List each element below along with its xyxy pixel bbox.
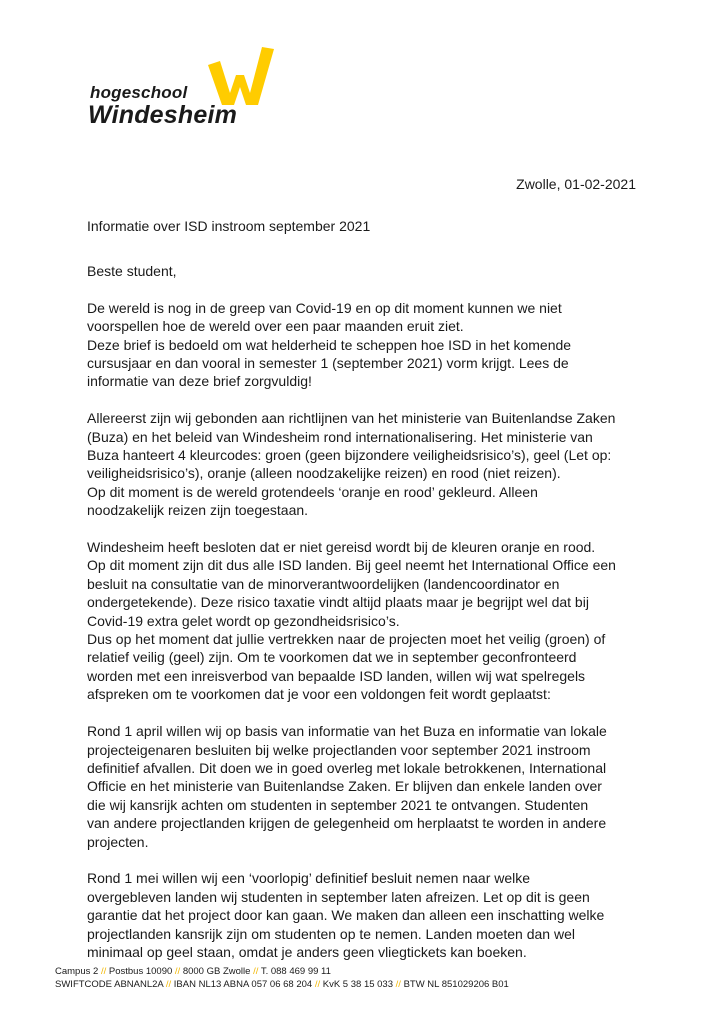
text-line: projecteigenaren besluiten bij welke projectlanden voor september 2021 instroom <box>87 741 591 758</box>
footer-separator: // <box>174 966 181 977</box>
footer-campus: Campus 2 <box>55 966 99 977</box>
paragraph-travel-policy <box>87 538 647 704</box>
salutation: Beste student, <box>87 263 177 279</box>
windesheim-logo <box>88 45 278 135</box>
text-line: die wij kansrijk achten om studenten in september 2021 te ontvangen. Studenten <box>87 796 589 813</box>
text-line: Rond 1 april willen wij op basis van informatie van het Buza en informatie van lokale <box>87 723 607 740</box>
letter-footer <box>55 966 509 991</box>
footer-bank-line <box>55 979 509 992</box>
footer-separator: // <box>100 966 107 977</box>
footer-phone: T. 088 469 99 11 <box>260 966 331 977</box>
windesheim-w-icon <box>206 45 276 107</box>
text-line: Covid-19 extra gelet wordt op gezondheidsrisico’s. <box>87 612 400 629</box>
paragraph-buza-colorcodes <box>87 409 647 519</box>
letter-subject: Informatie over ISD instroom september 2021 <box>87 218 371 234</box>
text-line: informatie van deze brief zorgvuldig! <box>87 373 312 390</box>
footer-separator: // <box>253 966 259 977</box>
paragraph-april-decision <box>87 722 647 851</box>
text-line: cursusjaar en dan vooral in semester 1 (september 2021) vorm krijgt. Lees de <box>87 355 569 372</box>
text-line: projecten. <box>87 833 149 850</box>
logo-text-windesheim: Windesheim <box>88 101 238 129</box>
text-line: Rond 1 mei willen wij een ‘voorlopig’ definitief besluit nemen naar welke <box>87 870 531 887</box>
footer-btw: BTW NL 851029206 B01 <box>403 978 509 990</box>
footer-kvk: KvK 5 38 15 033 <box>322 978 393 990</box>
footer-separator: // <box>165 978 172 990</box>
text-line: van andere projectlanden krijgen de gelegenheid om herplaatst te worden in andere <box>87 815 607 832</box>
letter-date: Zwolle, 01-02-2021 <box>516 176 636 192</box>
text-line: garantie dat het project door kan gaan. We maken dan alleen een inschatting welke <box>87 907 605 924</box>
footer-separator: // <box>314 978 321 990</box>
logo-text-hogeschool: hogeschool <box>90 83 188 102</box>
text-line: Deze brief is bedoeld om wat helderheid te scheppen hoe ISD in het komende <box>87 336 572 353</box>
text-line: Buza hanteert 4 kleurcodes: groen (geen bijzondere veiligheidsrisico’s), geel (Let op: <box>87 447 612 464</box>
text-line: definitief afvallen. Dit doen we in goed overleg met lokale betrokkenen, International <box>87 759 607 776</box>
letter-body <box>87 262 647 980</box>
text-line: Allereerst zijn wij gebonden aan richtlijnen van het ministerie van Buitenlandse Zaken <box>87 410 616 427</box>
text-line: relatief veilig (geel) zijn. Om te voorkomen dat we in september geconfronteerd <box>87 649 577 666</box>
text-line: Dus op het moment dat jullie vertrekken naar de projecten moet het veilig (groen) of <box>87 631 606 648</box>
text-line: Op dit moment zijn dit dus alle ISD landen. Bij geel neemt het International Office een <box>87 557 616 574</box>
text-line: voorspellen hoe de wereld over een paar maanden eruit ziet. <box>87 318 464 335</box>
text-line: afspreken om te voorkomen dat je voor een voldongen feit wordt geplaatst: <box>87 686 551 703</box>
text-line: Op dit moment is de wereld grotendeels ‘oranje en rood’ gekleurd. Alleen <box>87 483 538 500</box>
paragraph-may-decision <box>87 869 647 961</box>
footer-iban: IBAN NL13 ABNA 057 06 68 204 <box>173 978 313 990</box>
text-line: overgebleven landen wij studenten in september laten afreizen. Let op dit is geen <box>87 888 590 905</box>
footer-separator: // <box>395 978 401 990</box>
text-line: veiligheidsrisico’s), oranje (alleen noodzakelijke reizen) en rood (niet reizen). <box>87 465 561 482</box>
text-line: worden met een inreisverbod van bepaalde ISD landen, willen wij wat spelregels <box>87 667 586 684</box>
text-line: besluit na consultatie van de minorverantwoordelijken (landencoordinator en <box>87 575 560 592</box>
text-line: ondergetekende). Deze risico taxatie vindt altijd plaats maar je begrijpt wel dat bij <box>87 594 589 611</box>
text-line: noodzakelijk reizen zijn toegestaan. <box>87 502 309 519</box>
footer-postcode-city: 8000 GB Zwolle <box>182 966 251 977</box>
text-line: minimaal op geel staan, omdat je anders geen vliegtickets kan boeken. <box>87 943 527 960</box>
paragraph-covid-intro <box>87 299 647 391</box>
text-line: Windesheim heeft besloten dat er niet gereisd wordt bij de kleuren oranje en rood. <box>87 539 596 556</box>
text-line: projectlanden kansrijk zijn om studenten op te nemen. Landen moeten dan wel <box>87 925 575 942</box>
text-line: (Buza) en het beleid van Windesheim rond internationalisering. Het ministerie van <box>87 428 593 445</box>
footer-postbus: Postbus 10090 <box>108 966 173 977</box>
text-line: Officie en het ministerie van Buitenlandse Zaken. Er blijven dan enkele landen over <box>87 778 602 795</box>
footer-swift: SWIFTCODE ABNANL2A <box>55 978 164 990</box>
text-line: De wereld is nog in de greep van Covid-19 en op dit moment kunnen we niet <box>87 299 562 316</box>
footer-address-line <box>55 966 509 979</box>
